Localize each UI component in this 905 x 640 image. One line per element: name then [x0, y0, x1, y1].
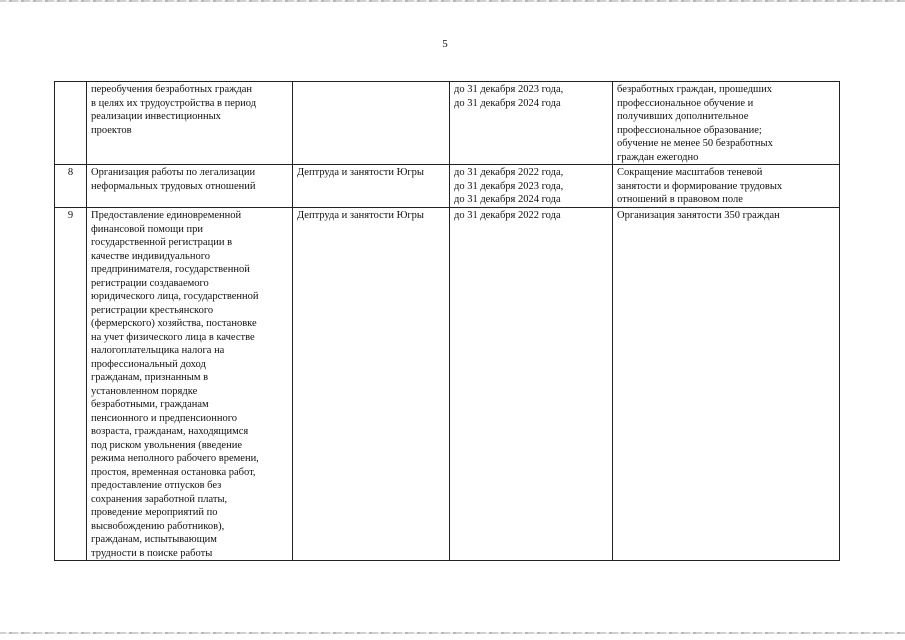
page-number: 5 [442, 38, 448, 50]
table-row [55, 82, 840, 165]
term-cell: до 31 декабря 2022 года, до 31 декабря 2023 года, до 31 декабря 2024 года [450, 165, 613, 208]
term-cell: до 31 декабря 2022 года [450, 208, 613, 561]
executor-cell: Дептруда и занятости Югры [293, 165, 450, 208]
term-cell: до 31 декабря 2023 года, до 31 декабря 2024 года [450, 82, 613, 165]
scan-edge-top [0, 0, 905, 2]
measure-name-cell: Организация работы по легализации неформальных трудовых отношений [87, 165, 293, 208]
measures-table [54, 81, 840, 561]
executor-cell [293, 82, 450, 165]
row-number-cell: 8 [55, 165, 87, 208]
result-cell: безработных граждан, прошедших профессиональное обучение и получивших дополнительное профессиональное образование; обучение не менее 50 безработных граждан ежегодно [613, 82, 840, 165]
result-cell: Организация занятости 350 граждан [613, 208, 840, 561]
scan-edge-bottom [0, 632, 905, 634]
row-number-cell [55, 82, 87, 165]
row-number-cell: 9 [55, 208, 87, 561]
executor-cell: Дептруда и занятости Югры [293, 208, 450, 561]
table-row [55, 208, 840, 561]
result-cell: Сокращение масштабов теневой занятости и формирование трудовых отношений в правовом поле [613, 165, 840, 208]
measure-name-cell: переобучения безработных граждан в целях их трудоустройства в период реализации инвестиционных проектов [87, 82, 293, 165]
measure-name-cell: Предоставление единовременной финансовой помощи при государственной регистрации в качестве индивидуального предпринимателя, государственной регистрации создаваемого юридического лица, государственной регистрации крестьянского (фермерского) хозяйства, постановке на учет физического лица в качестве налогоплательщика налога на профессиональный доход гражданам, признанным в установленном порядке безработными, гражданам пенсионного и предпенсионного возраста, гражданам, находящимся под риском увольнения (введение режима неполного рабочего времени, простоя, временная остановка работ, предоставление отпусков без сохранения заработной платы, проведение мероприятий по высвобождению работников), гражданам, испытывающим трудности в поиске работы [87, 208, 293, 561]
table-row [55, 165, 840, 208]
